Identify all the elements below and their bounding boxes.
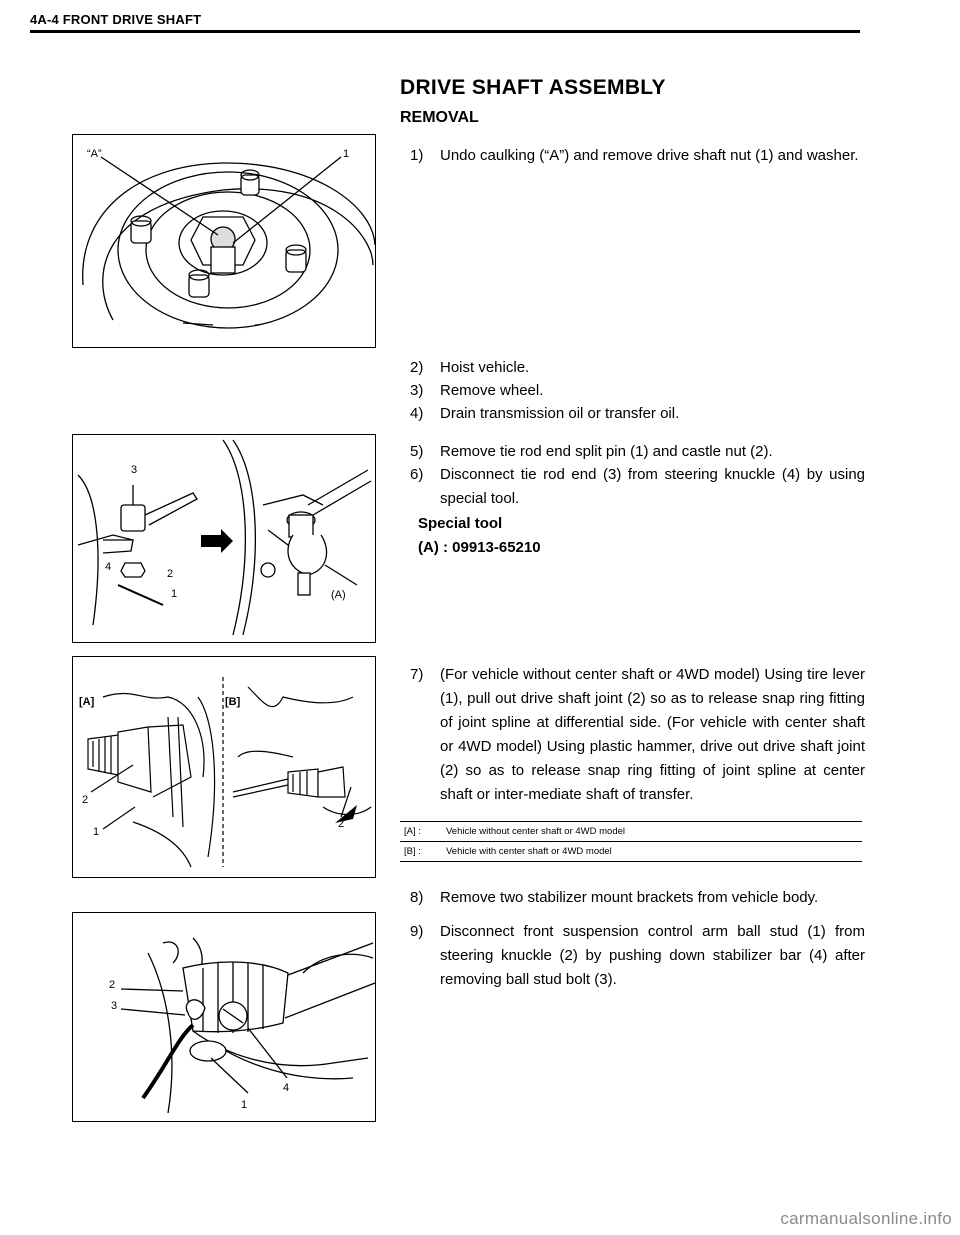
fig4-label-1: 1	[241, 1099, 248, 1111]
fig3-label-1: 1	[93, 826, 100, 838]
step-6	[410, 463, 865, 511]
legend-value: Vehicle without center shaft or 4WD model	[442, 822, 862, 842]
step-5	[410, 440, 865, 464]
step-6-number: 6)	[410, 466, 424, 483]
fig2-label-1: 1	[171, 588, 178, 600]
wheel-hub-illustration	[73, 135, 375, 347]
legend-key: [B] :	[400, 842, 442, 862]
header-rule	[30, 30, 860, 33]
step-1	[410, 144, 865, 168]
fig3-label-a: [A]	[79, 696, 95, 708]
fig1-label-a: “A”	[87, 148, 102, 160]
step-7-text: (For vehicle without center shaft or 4WD model) Using tire lever (1), pull out drive shaft joint (2) so as to release snap ring fitting of joint spline at differential side. (For vehicle with center shaft or 4WD model) Using plastic hammer, drive out drive shaft joint (2) so as to release snap ring fitting of joint spline at center shaft or inter-mediate shaft of transfer.	[440, 666, 865, 803]
tie-rod-illustration	[73, 435, 375, 642]
fig2-label-4: 4	[105, 561, 112, 573]
step-6-text: Disconnect tie rod end (3) from steering knuckle (4) by using special tool.	[440, 466, 865, 507]
legend-key: [A] :	[400, 822, 442, 842]
fig3-label-2a: 2	[82, 794, 89, 806]
legend-row	[400, 822, 862, 842]
fig1-label-1: 1	[343, 148, 350, 160]
fig3-label-b: [B]	[225, 696, 241, 708]
step-4	[410, 402, 865, 426]
step-3-number: 3)	[410, 382, 424, 399]
step-9-text: Disconnect front suspension control arm ball stud (1) from steering knuckle (2) by pushing down stabilizer bar (4) after removing ball stud bolt (3).	[440, 923, 865, 988]
section-subtitle: REMOVAL	[400, 109, 479, 126]
ball-stud-illustration	[73, 913, 375, 1121]
step-9-number: 9)	[410, 923, 424, 940]
arrow-right-icon	[201, 529, 233, 553]
step-9	[410, 920, 865, 992]
legend-row	[400, 842, 862, 862]
step-2-number: 2)	[410, 359, 424, 376]
step-2	[410, 356, 865, 380]
legend-value: Vehicle with center shaft or 4WD model	[442, 842, 862, 862]
figure-legend	[400, 821, 862, 862]
fig2-label-tool: (A)	[331, 589, 346, 601]
step-1-number: 1)	[410, 147, 424, 164]
step-8-text: Remove two stabilizer mount brackets from vehicle body.	[440, 889, 819, 906]
step-4-text: Drain transmission oil or transfer oil.	[440, 405, 680, 422]
fig4-label-4: 4	[283, 1082, 290, 1094]
running-head: 4A-4 FRONT DRIVE SHAFT	[30, 12, 202, 27]
figure-tie-rod-end	[72, 434, 376, 643]
step-2-text: Hoist vehicle.	[440, 359, 530, 376]
step-4-number: 4)	[410, 405, 424, 422]
fig2-label-2: 2	[167, 568, 174, 580]
figure-drive-shaft-joint	[72, 656, 376, 878]
step-7-number: 7)	[410, 666, 424, 683]
step-3	[410, 379, 865, 403]
step-1-text: Undo caulking (“A”) and remove drive shaft nut (1) and washer.	[440, 147, 859, 164]
watermark: carmanualsonline.info	[780, 1209, 952, 1228]
special-tool-heading: Special tool	[418, 515, 503, 532]
step-5-text: Remove tie rod end split pin (1) and castle nut (2).	[440, 443, 773, 460]
step-3-text: Remove wheel.	[440, 382, 544, 399]
special-tool-value: (A) : 09913-65210	[418, 539, 541, 556]
fig3-label-2b: 2	[338, 818, 345, 830]
figure-ball-stud	[72, 912, 376, 1122]
step-5-number: 5)	[410, 443, 424, 460]
step-8-number: 8)	[410, 889, 424, 906]
fig2-label-3: 3	[131, 464, 138, 476]
section-title: DRIVE SHAFT ASSEMBLY	[400, 76, 666, 99]
step-7	[410, 663, 865, 807]
fig4-label-2: 2	[109, 979, 116, 991]
step-8	[410, 886, 865, 910]
fig4-label-3: 3	[111, 1000, 118, 1012]
drive-shaft-joint-illustration	[73, 657, 375, 877]
figure-wheel-hub	[72, 134, 376, 348]
